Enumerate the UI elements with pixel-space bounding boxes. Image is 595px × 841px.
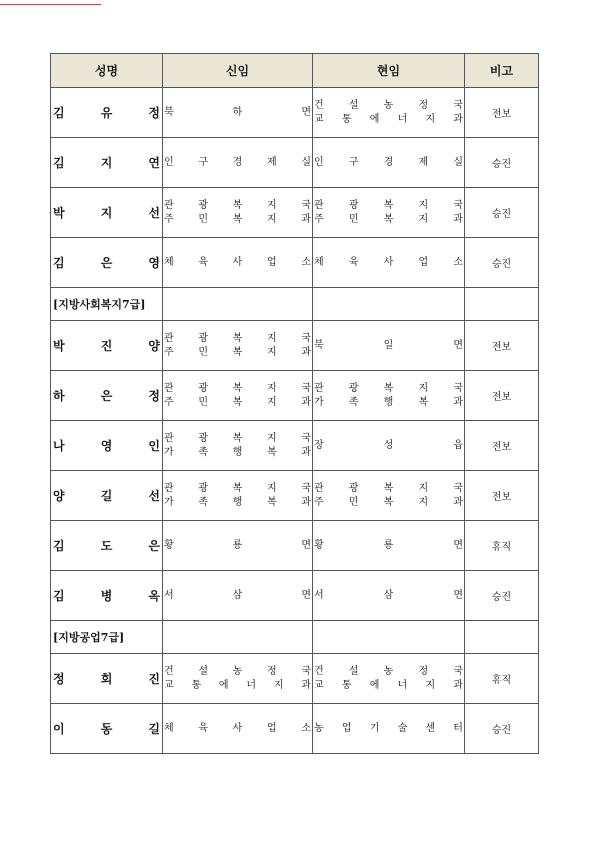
current-post-cell (313, 654, 465, 704)
current-post-cell (313, 471, 465, 521)
current-post-cell (313, 571, 465, 621)
section-label: [지방공업7급] (51, 621, 163, 654)
new-post-line: 관 광 복 지 국 (164, 332, 311, 344)
new-post-line: 주 민 복 지 과 (164, 346, 311, 358)
new-post-line: 체 육 사 업 소 (164, 256, 311, 268)
new-post-line: 가 족 행 복 과 (164, 496, 311, 508)
new-post-cell (163, 704, 313, 754)
person-name: 정 회 진 (53, 672, 160, 686)
table-row (51, 571, 539, 621)
new-post-line: 인 구 경 제 실 (164, 156, 311, 168)
note-cell: 승진 (465, 138, 539, 188)
current-post-line: 장 성 읍 (314, 439, 463, 451)
current-post-line: 주 민 복 지 과 (314, 213, 463, 225)
empty-cell (163, 288, 313, 321)
note-cell: 전보 (465, 421, 539, 471)
new-post-cell (163, 88, 313, 138)
current-post-cell (313, 321, 465, 371)
empty-cell (465, 621, 539, 654)
current-post-cell (313, 421, 465, 471)
name-cell (51, 371, 163, 421)
current-post-cell (313, 88, 465, 138)
section-row (51, 621, 539, 654)
note-cell: 승진 (465, 704, 539, 754)
current-post-line: 주 민 복 지 과 (314, 496, 463, 508)
note-cell: 전보 (465, 471, 539, 521)
current-post-line: 북 일 면 (314, 339, 463, 351)
name-cell (51, 188, 163, 238)
table-row (51, 238, 539, 288)
name-cell (51, 471, 163, 521)
empty-cell (163, 621, 313, 654)
name-cell (51, 521, 163, 571)
note-cell: 승진 (465, 571, 539, 621)
header-current-post: 현임 (313, 54, 465, 88)
current-post-line: 교 통 에 너 지 과 (314, 679, 463, 691)
new-post-cell (163, 571, 313, 621)
empty-cell (313, 621, 465, 654)
name-cell (51, 571, 163, 621)
current-post-cell (313, 138, 465, 188)
section-label: [지방사회복지7급] (51, 288, 163, 321)
current-post-cell (313, 238, 465, 288)
new-post-line: 건 설 농 정 국 (164, 665, 311, 677)
current-post-line: 관 광 복 지 국 (314, 199, 463, 211)
new-post-cell (163, 138, 313, 188)
person-name: 나 영 인 (53, 439, 160, 453)
name-cell (51, 321, 163, 371)
new-post-line: 북 하 면 (164, 106, 311, 118)
person-name: 하 은 정 (53, 389, 160, 403)
new-post-line: 관 광 복 지 국 (164, 432, 311, 444)
current-post-line: 인 구 경 제 실 (314, 156, 463, 168)
new-post-line: 체 육 사 업 소 (164, 722, 311, 734)
person-name: 김 유 정 (53, 106, 160, 120)
name-cell (51, 654, 163, 704)
new-post-line: 관 광 복 지 국 (164, 199, 311, 211)
current-post-line: 교 통 에 너 지 과 (314, 113, 463, 125)
header-note: 비고 (465, 54, 539, 88)
name-cell (51, 704, 163, 754)
name-cell (51, 421, 163, 471)
person-name: 이 동 길 (53, 722, 160, 736)
new-post-line: 주 민 복 지 과 (164, 396, 311, 408)
person-name: 박 진 양 (53, 339, 160, 353)
note-cell: 휴직 (465, 521, 539, 571)
current-post-line: 관 광 복 지 국 (314, 382, 463, 394)
top-rule (0, 4, 101, 5)
header-row (51, 54, 539, 88)
new-post-cell (163, 421, 313, 471)
table-row (51, 138, 539, 188)
new-post-line: 서 삼 면 (164, 589, 311, 601)
table-row (51, 421, 539, 471)
person-name: 박 지 선 (53, 206, 160, 220)
new-post-cell (163, 371, 313, 421)
new-post-line: 관 광 복 지 국 (164, 482, 311, 494)
new-post-line: 가 족 행 복 과 (164, 446, 311, 458)
table-row (51, 321, 539, 371)
table-row (51, 704, 539, 754)
note-cell: 승진 (465, 238, 539, 288)
name-cell (51, 88, 163, 138)
note-cell: 전보 (465, 321, 539, 371)
person-name: 김 지 연 (53, 156, 160, 170)
current-post-cell (313, 704, 465, 754)
current-post-line: 건 설 농 정 국 (314, 665, 463, 677)
current-post-cell (313, 371, 465, 421)
new-post-line: 주 민 복 지 과 (164, 213, 311, 225)
table-row (51, 521, 539, 571)
current-post-cell (313, 188, 465, 238)
empty-cell (313, 288, 465, 321)
table-row (51, 188, 539, 238)
new-post-line: 황 룡 면 (164, 539, 311, 551)
new-post-cell (163, 521, 313, 571)
new-post-line: 교 통 에 너 지 과 (164, 679, 311, 691)
table-body (51, 88, 539, 754)
note-cell: 전보 (465, 371, 539, 421)
personnel-table (50, 53, 539, 754)
table-row (51, 371, 539, 421)
person-name: 김 병 옥 (53, 589, 160, 603)
table-row (51, 88, 539, 138)
note-cell: 전보 (465, 88, 539, 138)
new-post-cell (163, 188, 313, 238)
current-post-cell (313, 521, 465, 571)
current-post-line: 서 삼 면 (314, 589, 463, 601)
table-row (51, 471, 539, 521)
person-name: 김 은 영 (53, 256, 160, 270)
note-cell: 승진 (465, 188, 539, 238)
header-name: 성명 (51, 54, 163, 88)
current-post-line: 농 업 기 술 센 터 (314, 722, 463, 734)
current-post-line: 건 설 농 정 국 (314, 99, 463, 111)
new-post-cell (163, 654, 313, 704)
section-row (51, 288, 539, 321)
current-post-line: 관 광 복 지 국 (314, 482, 463, 494)
new-post-cell (163, 321, 313, 371)
name-cell (51, 138, 163, 188)
current-post-line: 황 룡 면 (314, 539, 463, 551)
new-post-line: 관 광 복 지 국 (164, 382, 311, 394)
header-new-post: 신임 (163, 54, 313, 88)
name-cell (51, 238, 163, 288)
current-post-line: 가 족 행 복 과 (314, 396, 463, 408)
current-post-line: 체 육 사 업 소 (314, 256, 463, 268)
new-post-cell (163, 238, 313, 288)
note-cell: 휴직 (465, 654, 539, 704)
table-row (51, 654, 539, 704)
new-post-cell (163, 471, 313, 521)
person-name: 김 도 은 (53, 539, 160, 553)
empty-cell (465, 288, 539, 321)
person-name: 양 길 선 (53, 489, 160, 503)
